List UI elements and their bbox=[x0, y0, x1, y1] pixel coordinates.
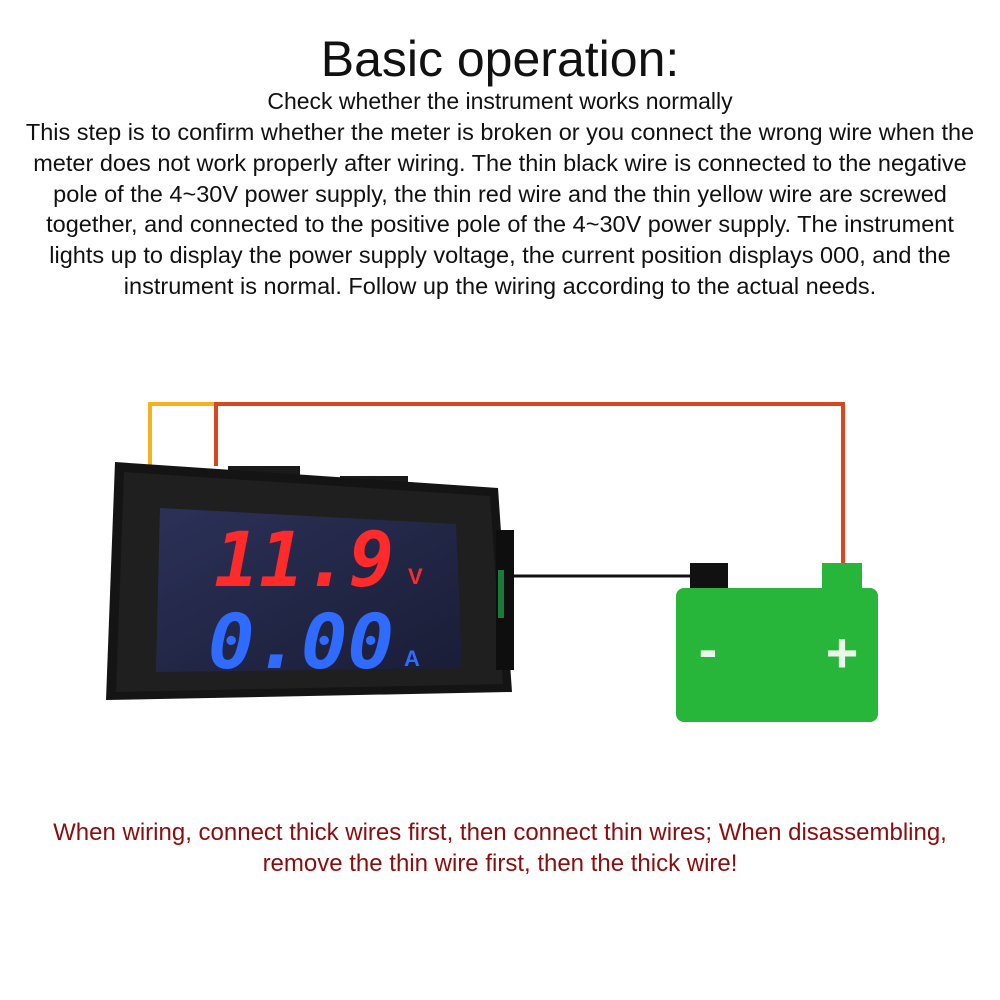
wiring-diagram bbox=[0, 380, 1000, 750]
current-unit: A bbox=[404, 646, 420, 671]
instruction-paragraph: This step is to confirm whether the meter is broken or you connect the wrong wire when the meter does not work properly after wiring. The thin black wire is connected to the negative pole of the 4~30V power supply, the thin red wire and the thin yellow wire are screwed together, and connected to the positive pole of the 4~30V power supply. The instrument lights up to display the power supply voltage, the current position displays 000, and the instrument is normal. Follow up the wiring according to the actual needs. bbox=[25, 119, 975, 299]
panel-meter bbox=[106, 462, 514, 700]
positive-symbol: + bbox=[825, 621, 859, 684]
battery-positive-terminal bbox=[822, 563, 862, 589]
wiring-warning: When wiring, connect thick wires first, then connect thin wires; When disassembling, remove the thin wire first, then the thick wire! bbox=[53, 819, 947, 877]
battery bbox=[676, 563, 878, 722]
negative-symbol: - bbox=[698, 617, 718, 680]
page-title: Basic operation: bbox=[320, 31, 680, 87]
voltage-unit: V bbox=[408, 564, 423, 589]
current-reading: 0.00 bbox=[208, 597, 394, 686]
yellow-wire bbox=[150, 404, 222, 466]
battery-negative-terminal bbox=[690, 563, 728, 589]
page-subtitle: Check whether the instrument works normally bbox=[267, 88, 733, 114]
voltage-reading: 11.9 bbox=[214, 515, 394, 604]
